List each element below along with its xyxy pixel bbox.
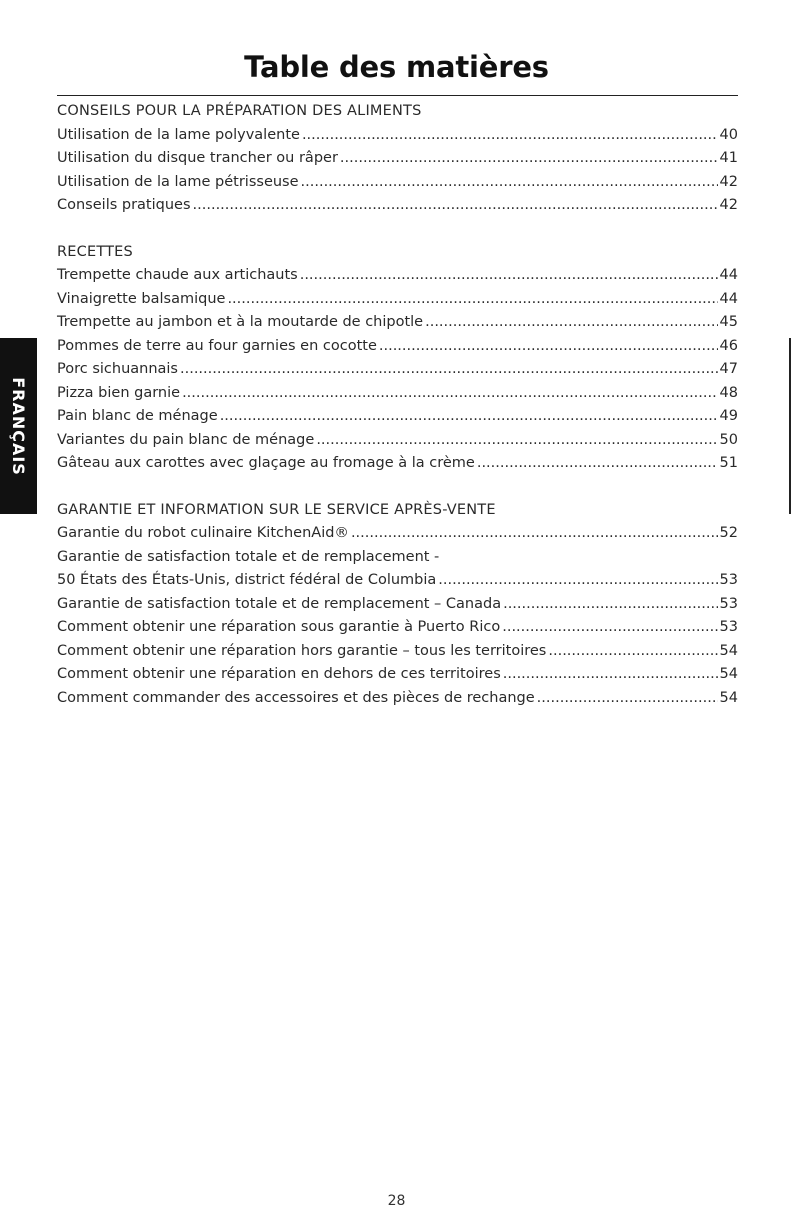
entry-page: 48	[719, 384, 738, 401]
entry-label: Garantie de satisfaction totale et de remplacement – Canada	[57, 595, 502, 612]
toc-entry[interactable]	[57, 616, 738, 640]
entry-label: Comment commander des accessoires et des pièces de rechange	[57, 689, 535, 706]
entry-page: 41	[719, 150, 738, 166]
table-of-contents	[57, 100, 738, 733]
entry-page: 53	[719, 595, 738, 612]
entry-page: 50	[719, 431, 738, 448]
dot-leader	[302, 124, 718, 148]
toc-entry[interactable]	[57, 382, 738, 406]
dot-leader	[227, 288, 717, 312]
entry-label: Pizza bien garnie	[57, 384, 181, 401]
dot-leader	[503, 663, 718, 687]
page-title: Table des matières	[244, 50, 549, 84]
section-heading: RECETTES	[57, 243, 133, 260]
entry-page: 53	[719, 572, 738, 588]
entry-page: 54	[719, 642, 738, 659]
entry-page: 44	[719, 290, 738, 307]
toc-entry[interactable]	[57, 640, 738, 664]
dot-leader	[477, 452, 718, 476]
dot-leader	[503, 593, 717, 617]
toc-section-warranty	[57, 499, 738, 711]
toc-entry[interactable]	[57, 358, 738, 382]
entry-label: Utilisation de la lame polyvalente	[57, 126, 300, 143]
entry-page: 42	[719, 197, 738, 213]
toc-entry[interactable]	[57, 405, 738, 429]
toc-entry[interactable]	[57, 171, 738, 195]
entry-label: Pain blanc de ménage	[57, 408, 218, 424]
toc-entry[interactable]	[57, 288, 738, 312]
entry-label: Pommes de terre au four garnies en cocotte	[57, 337, 377, 354]
entry-page: 44	[719, 267, 738, 283]
entry-page: 51	[719, 455, 738, 471]
dot-leader	[180, 358, 718, 382]
entry-label: Conseils pratiques	[57, 197, 191, 213]
entry-page: 47	[719, 361, 738, 377]
entry-page: 54	[719, 689, 738, 706]
page-edge-marker	[789, 338, 791, 514]
dot-leader	[425, 311, 717, 335]
toc-entry[interactable]	[57, 311, 738, 335]
toc-entry[interactable]	[57, 264, 738, 288]
toc-entry[interactable]	[57, 124, 738, 148]
toc-entry[interactable]	[57, 335, 738, 359]
dot-leader	[316, 429, 717, 453]
dot-leader	[340, 147, 718, 171]
dot-leader	[537, 687, 718, 711]
toc-entry[interactable]	[57, 452, 738, 476]
dot-leader	[548, 640, 717, 664]
entry-label: Garantie du robot culinaire KitchenAid®	[57, 525, 349, 541]
entry-label-line1: Garantie de satisfaction totale et de remplacement -	[57, 548, 440, 565]
language-tab-label: FRANÇAIS	[9, 376, 28, 476]
toc-entry-multiline[interactable]	[57, 546, 738, 593]
dot-leader	[351, 522, 718, 546]
toc-entry[interactable]	[57, 522, 738, 546]
toc-entry[interactable]	[57, 147, 738, 171]
dot-leader	[301, 171, 718, 195]
entry-label: Utilisation du disque trancher ou râper	[57, 150, 338, 166]
toc-entry[interactable]	[57, 687, 738, 711]
toc-section-recipes	[57, 241, 738, 476]
dot-leader	[438, 569, 717, 593]
title-divider	[57, 95, 738, 96]
dot-leader	[379, 335, 718, 359]
toc-entry[interactable]	[57, 429, 738, 453]
entry-page: 53	[719, 619, 738, 635]
entry-label: Porc sichuannais	[57, 361, 178, 377]
toc-section-food-prep	[57, 100, 738, 218]
dot-leader	[502, 616, 717, 640]
entry-label: Comment obtenir une réparation sous garantie à Puerto Rico	[57, 619, 501, 635]
dot-leader	[300, 264, 718, 288]
entry-label: Vinaigrette balsamique	[57, 290, 226, 307]
dot-leader	[220, 405, 718, 429]
entry-page: 40	[719, 126, 738, 143]
language-side-tab	[0, 338, 37, 514]
dot-leader	[193, 194, 718, 218]
entry-label: Trempette au jambon et à la moutarde de chipotle	[57, 314, 424, 330]
section-heading: CONSEILS POUR LA PRÉPARATION DES ALIMENTS	[57, 103, 422, 119]
section-heading: GARANTIE ET INFORMATION SUR LE SERVICE APRÈS-VENTE	[57, 501, 496, 518]
toc-entry[interactable]	[57, 593, 738, 617]
entry-label: Gâteau aux carottes avec glaçage au fromage à la crème	[57, 455, 475, 471]
entry-label: Comment obtenir une réparation en dehors de ces territoires	[57, 666, 501, 682]
entry-page: 45	[719, 314, 738, 330]
toc-entry[interactable]	[57, 663, 738, 687]
entry-page: 54	[719, 666, 738, 682]
entry-page: 49	[719, 408, 738, 424]
entry-label: 50 États des États-Unis, district fédéral de Columbia	[57, 572, 437, 588]
page-number: 28	[387, 1193, 406, 1209]
entry-label: Variantes du pain blanc de ménage	[57, 431, 315, 448]
entry-page: 52	[719, 525, 738, 541]
entry-label: Utilisation de la lame pétrisseuse	[57, 173, 299, 190]
entry-label: Trempette chaude aux artichauts	[57, 267, 298, 283]
dot-leader	[182, 382, 717, 406]
entry-page: 42	[719, 173, 738, 190]
toc-entry[interactable]	[57, 194, 738, 218]
entry-label: Comment obtenir une réparation hors garantie – tous les territoires	[57, 642, 547, 659]
entry-page: 46	[719, 337, 738, 354]
